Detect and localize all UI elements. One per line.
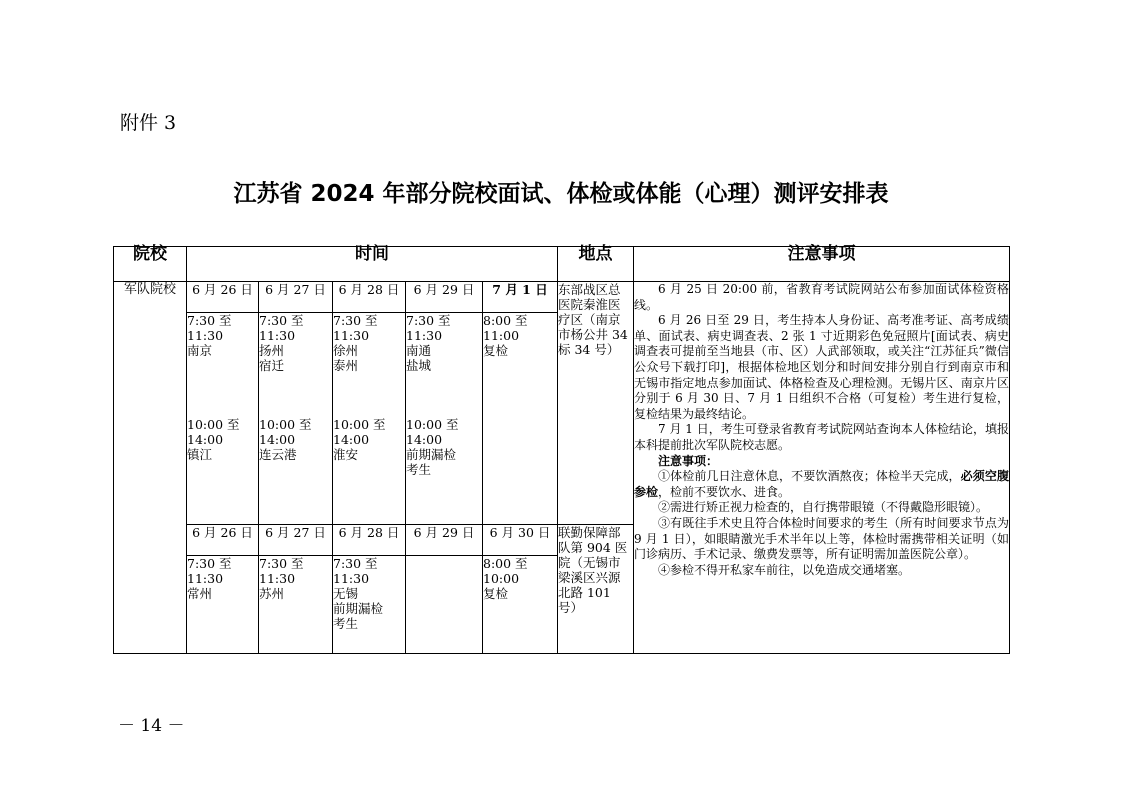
- slot-time: 14:00: [259, 432, 296, 447]
- slot-time: 11:30: [187, 571, 224, 587]
- notes-cell: [634, 282, 1010, 654]
- slot-time: 7:30 至: [333, 313, 378, 328]
- notes-emphasis: 必须空腹参检: [634, 469, 1009, 499]
- header-school: 院校: [114, 247, 187, 282]
- slot-cell: [483, 556, 558, 654]
- slot-cell: [333, 313, 406, 525]
- slot-cell: [333, 556, 406, 654]
- slot-region: 宿迁: [259, 358, 285, 373]
- date-cell: 6 月 26 日: [187, 282, 259, 313]
- slot-region: [187, 358, 258, 373]
- schedule-table: [113, 246, 1010, 654]
- group1-date-row: [114, 282, 1010, 313]
- date-cell: 6 月 29 日: [406, 525, 483, 556]
- notes-item: ③有既往手术史且符合体检时间要求的考生（所有时间要求节点为 9 月 1 日），如眼睛激光手术半年以上等，体检时需携带相关证明（如门诊病历、手术记录、缴费发票等，所有证明需加盖医院公章）。: [634, 515, 1009, 562]
- slot-region: 泰州: [333, 358, 359, 373]
- slot-time: 10:00 至: [259, 417, 312, 432]
- location-line: 队第 904 医: [558, 540, 628, 556]
- slot-region: 镇江: [187, 447, 213, 462]
- slot-time: 14:00: [333, 432, 370, 447]
- date-cell: 6 月 30 日: [483, 525, 558, 556]
- slot-time: 7:30 至: [406, 313, 451, 328]
- location-line: 联勤保障部: [558, 525, 621, 541]
- location-line: 院（无锡市: [558, 555, 621, 571]
- slot-cell: [406, 313, 483, 525]
- slot-region: 徐州: [333, 343, 359, 358]
- slot-time: 10:00: [483, 571, 520, 587]
- slot-time: 14:00: [187, 432, 224, 447]
- notes-heading: 注意事项：: [658, 453, 719, 468]
- slot-time: 11:30: [259, 328, 296, 343]
- slot-time: 8:00 至: [483, 556, 528, 572]
- notes-paragraph: 6 月 25 日 20:00 前，省教育考试院网站公布参加面试体检资格线。: [634, 282, 1009, 312]
- slot-region: 南京: [187, 343, 213, 358]
- location-line: 北路 101: [558, 585, 611, 601]
- header-location: 地点: [558, 247, 634, 282]
- attachment-label: 附件 3: [120, 112, 177, 134]
- location-line: 号）: [558, 600, 584, 616]
- location-line: 梁溪区兴源: [558, 570, 621, 586]
- slot-time: 7:30 至: [259, 556, 304, 572]
- slot-time: 11:30: [187, 328, 224, 343]
- location-line: 标 34 号）: [558, 342, 620, 357]
- slot-region: 考生: [406, 462, 432, 477]
- slot-time: 11:30: [333, 571, 370, 587]
- date-cell: 6 月 27 日: [259, 525, 333, 556]
- location-line: 疗区（南京: [558, 312, 621, 327]
- notes-text: ，检前不要饮水、进食。: [658, 484, 791, 499]
- slot-cell-empty: [406, 556, 483, 654]
- slot-region: 常州: [187, 586, 213, 602]
- slot-time: 7:30 至: [187, 313, 232, 328]
- date-cell: 7 月 1 日: [483, 282, 558, 313]
- slot-region: 前期漏检: [333, 601, 384, 617]
- slot-time: 11:30: [259, 571, 296, 587]
- slot-time: 8:00 至: [483, 313, 528, 328]
- slot-region: 苏州: [259, 586, 285, 602]
- location-cell-east: [558, 282, 634, 525]
- date-cell: 6 月 26 日: [187, 525, 259, 556]
- notes-item: ④参检不得开私家车前往，以免造成交通堵塞。: [658, 562, 911, 577]
- slot-cell: [259, 313, 333, 525]
- header-notes: 注意事项: [634, 247, 1010, 282]
- date-cell: 6 月 27 日: [259, 282, 333, 313]
- slot-time: 11:30: [333, 328, 370, 343]
- slot-region: 前期漏检: [406, 447, 457, 462]
- slot-cell: [187, 313, 259, 525]
- date-cell: 6 月 28 日: [333, 525, 406, 556]
- slot-time: 7:30 至: [333, 556, 378, 572]
- slot-time: 11:30: [406, 328, 443, 343]
- slot-region: 连云港: [259, 447, 297, 462]
- header-time: 时间: [187, 247, 558, 282]
- slot-time: 11:00: [483, 328, 520, 343]
- date-cell: 6 月 29 日: [406, 282, 483, 313]
- slot-time: 10:00 至: [187, 417, 240, 432]
- slot-cell: [187, 556, 259, 654]
- location-cell-wuxi: [558, 525, 634, 654]
- slot-region: 淮安: [333, 447, 359, 462]
- slot-region: 扬州: [259, 343, 285, 358]
- location-line: 市杨公井 34: [558, 327, 628, 342]
- slot-time: 10:00 至: [406, 417, 459, 432]
- page-title: 江苏省 2024 年部分院校面试、体检或体能（心理）测评安排表: [233, 181, 889, 207]
- slot-region: 复检: [483, 343, 509, 358]
- slot-time: 7:30 至: [187, 556, 232, 572]
- school-cell: 军队院校: [114, 282, 187, 654]
- date-cell: 6 月 28 日: [333, 282, 406, 313]
- slot-region: 无锡: [333, 586, 359, 602]
- slot-time: 14:00: [406, 432, 443, 447]
- slot-time: 10:00 至: [333, 417, 386, 432]
- slot-region: 盐城: [406, 358, 432, 373]
- slot-cell: [259, 556, 333, 654]
- notes-item: [634, 469, 1009, 500]
- slot-region: 考生: [333, 616, 359, 632]
- slot-time: 7:30 至: [259, 313, 304, 328]
- notes-paragraph: 7 月 1 日，考生可登录省教育考试院网站查询本人体检结论，填报本科提前批次军队院校志愿。: [634, 422, 1009, 452]
- slot-region: 南通: [406, 343, 432, 358]
- notes-paragraph: 6 月 26 日至 29 日，考生持本人身份证、高考准考证、高考成绩单、面试表、病史调查表、2 张 1 寸近期彩色免冠照片[面试表、病史调查表可提前至当地县（市、区）人武部领取，或关注“江苏征兵”微信公众号下载打印]，根据体检地区划分和时间安排分别自行到南京市和无锡市指定地点参加面试、体格检查及心理检测。无锡片区、南京片区分别于 6 月 30 日、7 月 1 日组织不合格（可复检）考生进行复检，复检结果为最终结论。: [634, 313, 1009, 421]
- slot-cell: [483, 313, 558, 525]
- header-row: [114, 247, 1010, 282]
- location-line: 医院秦淮医: [558, 297, 621, 312]
- page-number: － 14 －: [118, 716, 185, 736]
- location-line: 东部战区总: [558, 282, 621, 297]
- notes-item: ②需进行矫正视力检查的，自行携带眼镜（不得戴隐形眼镜）。: [658, 500, 989, 515]
- notes-text: ①体检前几日注意休息，不要饮酒熬夜；体检半天完成，: [658, 469, 961, 484]
- slot-region: 复检: [483, 586, 509, 602]
